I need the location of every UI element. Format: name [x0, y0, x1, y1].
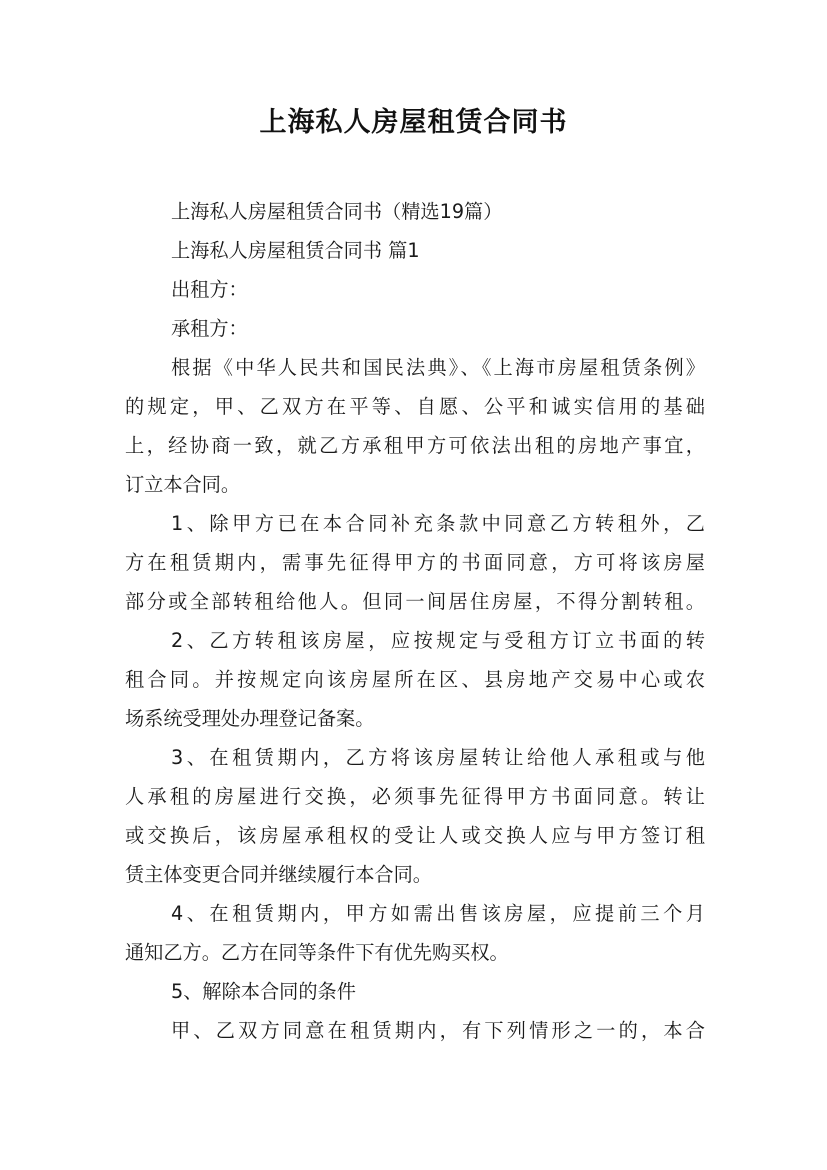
body-line: 方在租赁期内，需事先征得甲方的书面同意，方可将该房屋 — [125, 551, 705, 574]
body-line: 5、解除本合同的条件 — [171, 980, 356, 1003]
body-line: 订立本合同。 — [125, 473, 241, 496]
body-line: 的规定，甲、乙双方在平等、自愿、公平和诚实信用的基础 — [125, 395, 705, 418]
body-line: 2、乙方转租该房屋，应按规定与受租方订立书面的转 — [171, 629, 705, 652]
body-line: 上，经协商一致，就乙方承租甲方可依法出租的房地产事宜， — [125, 434, 705, 457]
body-line: 甲、乙双方同意在租赁期内，有下列情形之一的，本合 — [171, 1019, 705, 1042]
body-line: 3、在租赁期内，乙方将该房屋转让给他人承租或与他 — [171, 746, 705, 769]
body-line: 承租方： — [171, 317, 248, 340]
body-line: 1、除甲方已在本合同补充条款中同意乙方转租外，乙 — [171, 512, 705, 535]
body-line: 租合同。并按规定向该房屋所在区、县房地产交易中心或农 — [125, 668, 705, 691]
body-line: 出租方： — [171, 278, 248, 301]
body-line: 上海私人房屋租赁合同书（精选19篇） — [171, 200, 503, 223]
body-line: 通知乙方。乙方在同等条件下有优先购买权。 — [125, 941, 509, 964]
document-body — [125, 192, 705, 1050]
body-line: 上海私人房屋租赁合同书 篇1 — [171, 239, 420, 262]
body-line: 人承租的房屋进行交换，必须事先征得甲方书面同意。转让 — [125, 785, 705, 808]
body-line: 赁主体变更合同并继续履行本合同。 — [125, 863, 432, 886]
body-line: 场系统受理处办理登记备案。 — [125, 707, 375, 730]
body-line: 根据《中华人民共和国民法典》、《上海市房屋租赁条例》 — [171, 356, 705, 379]
body-line: 4、在租赁期内，甲方如需出售该房屋，应提前三个月 — [171, 902, 705, 925]
body-line: 或交换后，该房屋承租权的受让人或交换人应与甲方签订租 — [125, 824, 705, 847]
body-line: 部分或全部转租给他人。但同一间居住房屋，不得分割转租。 — [125, 590, 705, 613]
document-title: 上海私人房屋租赁合同书 — [259, 107, 568, 138]
